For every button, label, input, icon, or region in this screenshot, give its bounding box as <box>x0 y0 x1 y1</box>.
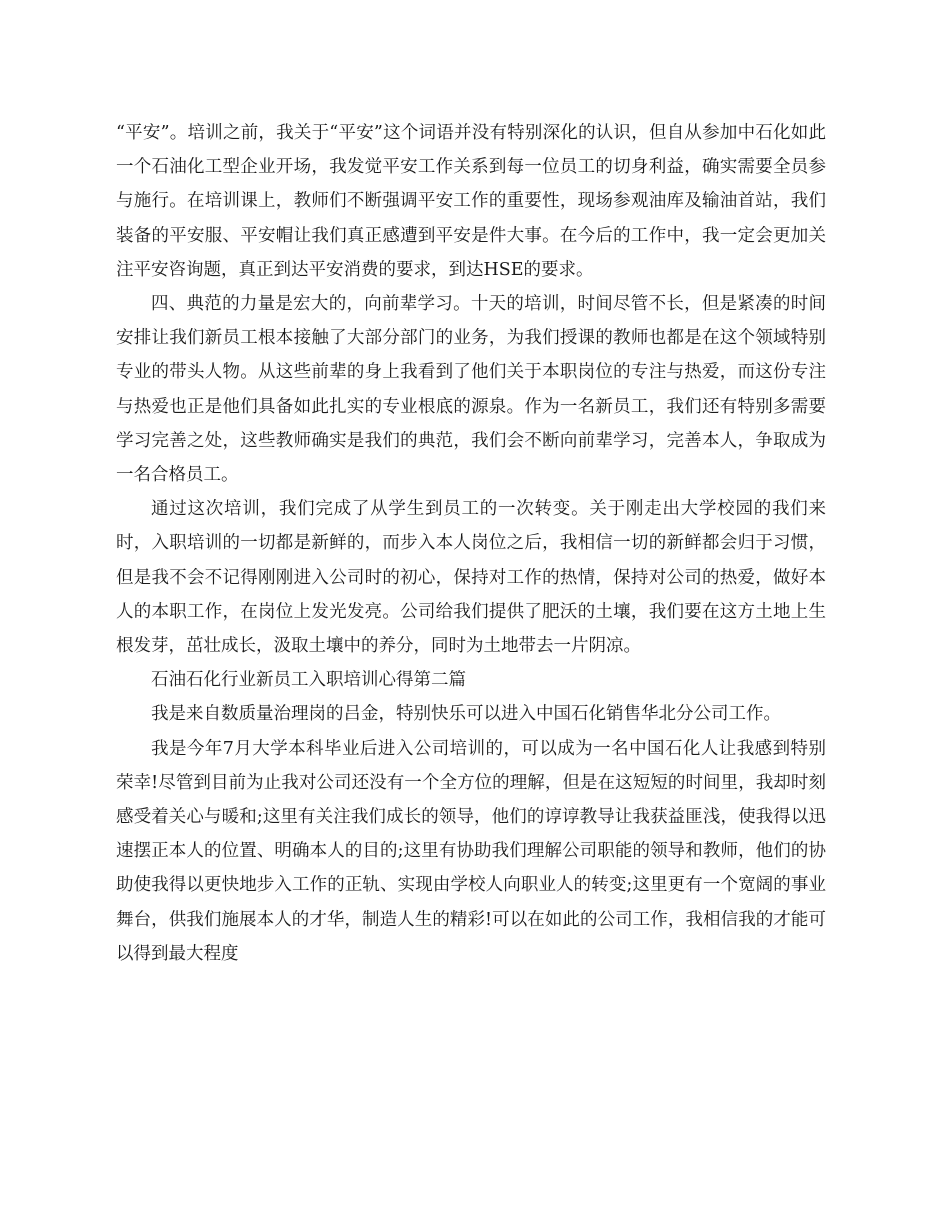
paragraph-transition: 通过这次培训，我们完成了从学生到员工的一次转变。关于刚走出大学校园的我们来时，入职培训的一切都是新鲜的，而步入本人岗位之后，我相信一切的新鲜都会归于习惯，但是我不会不记得刚刚进入公司时的初心，保持对工作的热情，保持对公司的热爱，做好本人的本职工作，在岗位上发光发亮。公司给我们提供了肥沃的土壤，我们要在这方土地上生根发芽，茁壮成长，汲取土壤中的养分，同时为土地带去一片阴凉。 <box>116 499 826 657</box>
paragraph-safety: “平安”。培训之前，我关于“平安”这个词语并没有特别深化的认识，但自从参加中石化如此一个石油化工型企业开场，我发觉平安工作关系到每一位员工的切身利益，确实需要全员参与施行。在培训课上，教师们不断强调平安工作的重要性，现场参观油库及输油首站，我们装备的平安服、平安帽让我们真正感遭到平安是件大事。在今后的工作中，我一定会更加关注平安咨询题，真正到达平安消费的要求，到达HSE的要求。 <box>116 123 826 280</box>
document-page <box>116 116 826 971</box>
section-heading: 石油石化行业新员工入职培训心得第二篇 <box>151 670 466 691</box>
paragraph-role-models: 四、典范的力量是宏大的，向前辈学习。十天的培训，时间尽管不长，但是紧凑的时间安排让我们新员工根本接触了大部分部门的业务，为我们授课的教师也都是在这个领域特别专业的带头人物。从这些前辈的身上我看到了他们关于本职岗位的专注与热爱，而这份专注与热爱也正是他们具备如此扎实的专业根底的源泉。作为一名新员工，我们还有特别多需要学习完善之处，这些教师确实是我们的典范，我们会不断向前辈学习，完善本人，争取成为一名合格员工。 <box>116 294 826 486</box>
paragraph-experience: 我是今年7月大学本科毕业后进入公司培训的，可以成为一名中国石化人让我感到特别荣幸!尽管到目前为止我对公司还没有一个全方位的理解，但是在这短短的时间里，我却时刻感受着关心与暖和;这里有关注我们成长的领导，他们的谆谆教导让我获益匪浅，使我得以迅速摆正本人的位置、明确本人的目的;这里有协助我们理解公司职能的领导和教师，他们的协助使我得以更快地步入工作的正轨、实现由学校人向职业人的转变;这里更有一个宽阔的事业舞台，供我们施展本人的才华，制造人生的精彩!可以在如此的公司工作，我相信我的才能可以得到最大程度 <box>116 738 826 964</box>
paragraph-intro: 我是来自数质量治理岗的吕金，特别快乐可以进入中国石化销售华北分公司工作。 <box>151 704 781 725</box>
